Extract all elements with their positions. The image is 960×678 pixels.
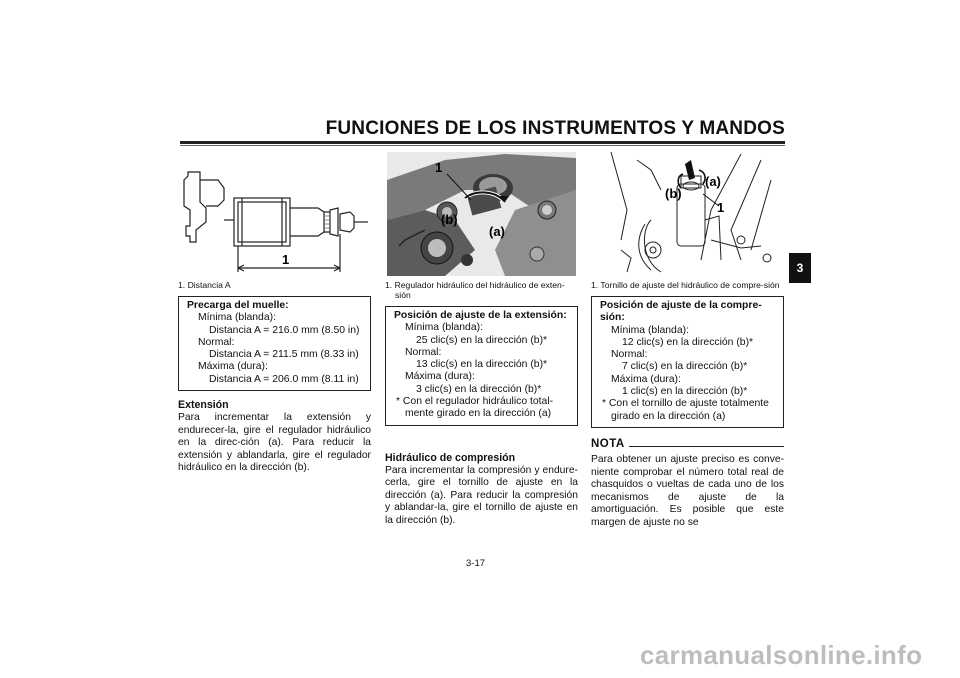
figure-caption	[385, 280, 578, 300]
column-1	[178, 150, 371, 475]
title-rule	[180, 141, 785, 144]
label-a: (a)	[705, 174, 721, 189]
spec-line: 3 clic(s) en la dirección (b)*	[416, 383, 542, 395]
spec-footnote: * Con el regulador hidráulico total-mente girado en la dirección (a)	[396, 396, 554, 420]
spec-line: Máxima (dura):	[198, 361, 268, 373]
watermark: carmanualsonline.info	[640, 640, 923, 670]
spec-line: Máxima (dura):	[611, 373, 681, 385]
spec-footnote: * Con el tornillo de ajuste totalmente girado en la dirección (a)	[602, 398, 769, 422]
spec-line: Distancia A = 216.0 mm (8.50 in)	[209, 324, 360, 336]
label-b: (b)	[441, 212, 458, 227]
spec-line: 12 clic(s) en la dirección (b)*	[622, 336, 754, 348]
spec-line: Mínima (blanda):	[198, 312, 276, 324]
nota-header	[591, 438, 784, 450]
spec-line: Máxima (dura):	[405, 371, 475, 383]
spec-line: 25 clic(s) en la dirección (b)*	[416, 334, 548, 346]
spec-line: Distancia A = 206.0 mm (8.11 in)	[209, 373, 359, 385]
spec-line: Normal:	[611, 349, 648, 361]
shock-absorber-illustration	[178, 150, 371, 278]
spec-line: 13 clic(s) en la dirección (b)*	[416, 359, 548, 371]
spec-box-heading: Posición de ajuste de la compre-sión:	[600, 300, 762, 324]
label-1: 1	[282, 252, 290, 267]
figure-compression-adjuster	[591, 150, 784, 278]
section-heading-compression: Hidráulico de compresión	[385, 451, 516, 464]
label-a: (a)	[489, 224, 505, 239]
label-b: (b)	[665, 186, 682, 201]
caption-number: 1.	[591, 280, 599, 290]
label-1: 1	[435, 160, 443, 175]
spec-line: Normal:	[198, 336, 235, 348]
section-heading-extension: Extensión	[178, 399, 229, 412]
spec-line: Mínima (blanda):	[611, 324, 689, 336]
nota-text: Para obtener un ajuste preciso es conve-niente comprobar el número total real de chasquidos o vueltas de cada uno de los mecanismos de ajuste de la amortiguación. Es posible que este margen de ajuste no se	[591, 453, 784, 528]
spec-box-heading: Precarga del muelle:	[187, 300, 289, 311]
spec-box-heading: Posición de ajuste de la extensión:	[394, 310, 567, 321]
caption-text: Tornillo de ajuste del hidráulico de compre-sión	[600, 280, 780, 290]
page-title: FUNCIONES DE LOS INSTRUMENTOS Y MANDOS	[325, 118, 785, 139]
spec-box-rebound	[385, 306, 578, 426]
nota-rule	[629, 446, 784, 447]
figure-shock-absorber	[178, 150, 371, 278]
figure-caption	[591, 280, 784, 290]
figure-caption	[178, 280, 371, 290]
page-number: 3-17	[466, 558, 486, 569]
spec-line: Distancia A = 211.5 mm (8.33 in)	[209, 349, 359, 361]
body-text: Para incrementar la compresión y endure-cerla, gire el tornillo de ajuste en la dirección (a). Para reducir la compresión y ablandar-la, gire el tornillo de ajuste en la dirección (b).	[385, 464, 578, 527]
figure-rebound-adjuster	[385, 150, 578, 278]
body-text: Para incrementar la extensión y endurecer-la, gire el regulador hidráulico en la direc-ción (a). Para reducir la extensión y ablandarla, gire el regulador hidráulico en la dirección (b).	[178, 412, 371, 474]
title-rule-thin	[180, 145, 785, 146]
rebound-adjuster-photo	[385, 150, 578, 278]
spec-line: 7 clic(s) en la dirección (b)*	[622, 361, 748, 373]
chapter-tab: 3	[789, 253, 811, 283]
caption-text: Distancia A	[187, 280, 231, 290]
caption-text: Regulador hidráulico del hidráulico de exten-sión	[394, 280, 565, 300]
spec-line: Normal:	[405, 346, 442, 358]
label-1: 1	[717, 200, 725, 215]
column-2	[385, 150, 578, 528]
spec-line: Mínima (blanda):	[405, 322, 483, 334]
column-3	[591, 150, 784, 530]
nota-label: NOTA	[591, 437, 625, 450]
caption-number: 1.	[385, 280, 393, 290]
compression-adjuster-drawing	[591, 150, 784, 278]
spec-box-spring-preload	[178, 296, 371, 391]
spec-box-compression	[591, 296, 784, 428]
spec-line: 1 clic(s) en la dirección (b)*	[622, 386, 748, 398]
caption-number: 1.	[178, 280, 186, 290]
